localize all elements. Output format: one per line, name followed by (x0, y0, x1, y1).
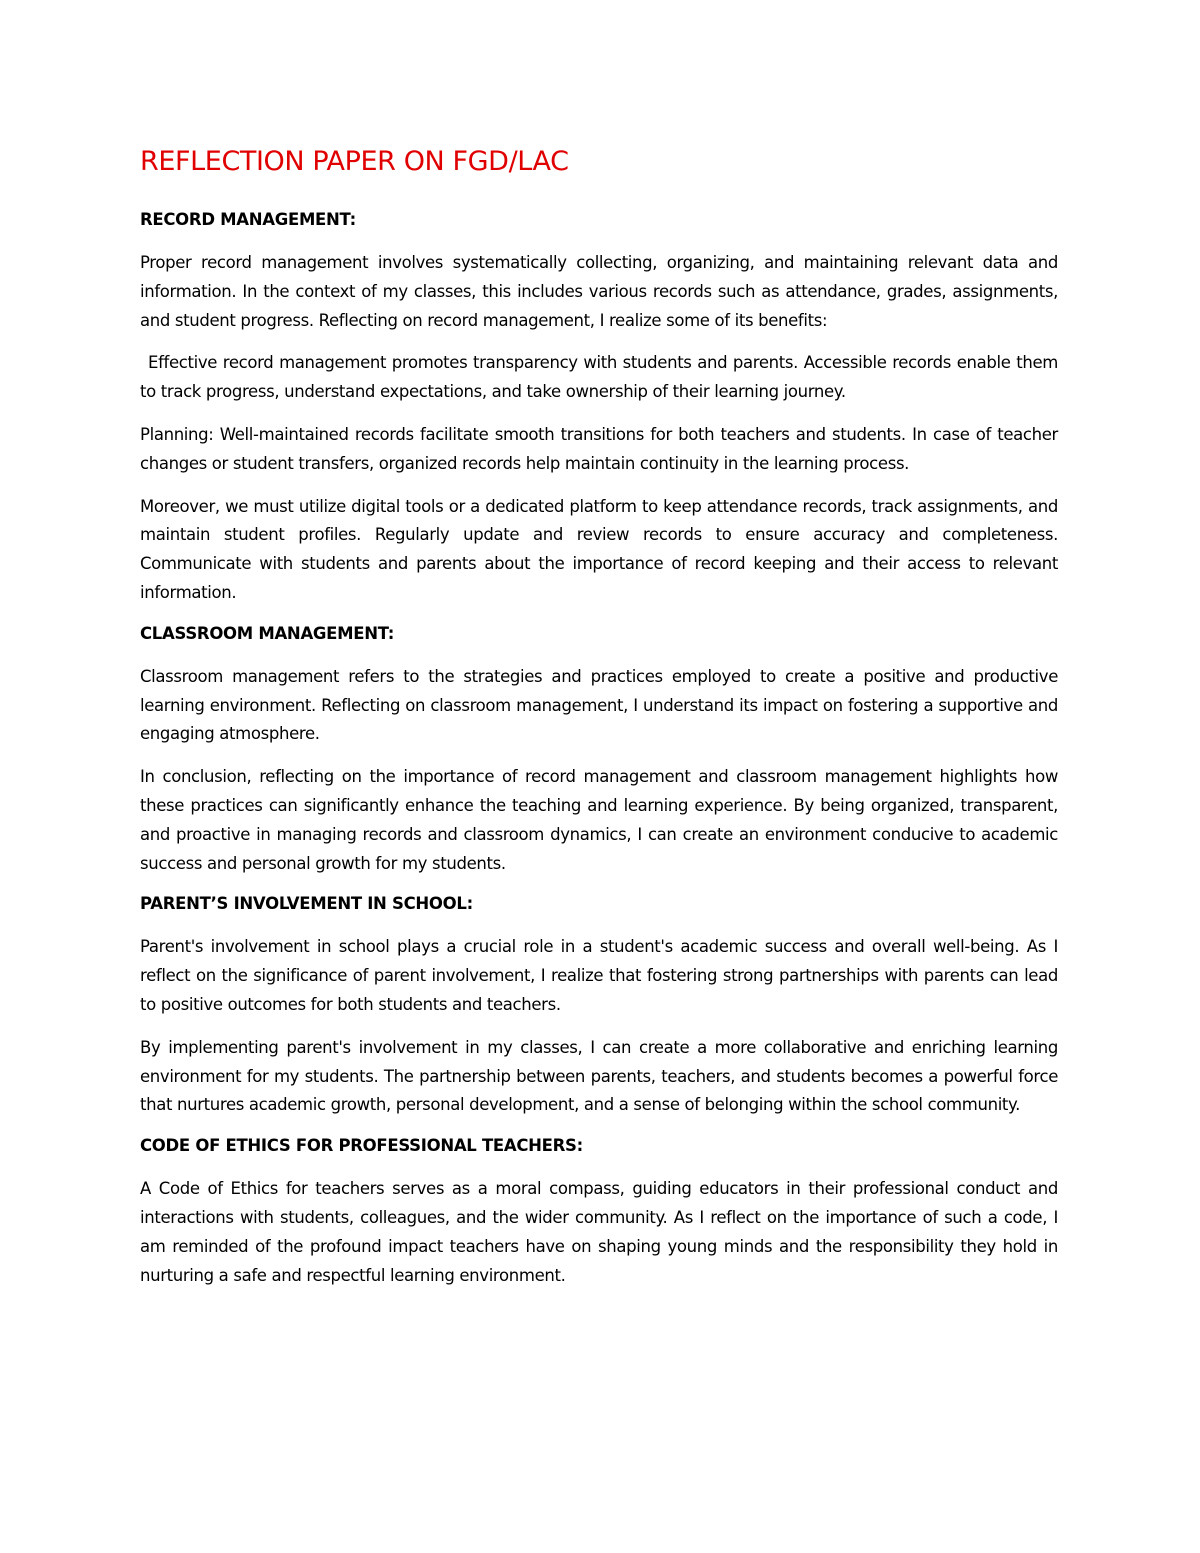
document-page (140, 138, 1058, 1304)
section-code-of-ethics (140, 1134, 1058, 1290)
document-title: REFLECTION PAPER ON FGD/LAC (140, 146, 569, 177)
paragraph: By implementing parent's involvement in my classes, I can create a more collaborative and enriching learning environment for my students. The partnership between parents, teachers, and students becomes a powerful force that nurtures academic growth, personal development, and a sense of belonging within the school community. (140, 1037, 1058, 1115)
paragraph: Classroom management refers to the strategies and practices employed to create a positive and productive learning environment. Reflecting on classroom management, I understand its impact on fostering a supportive and engaging atmosphere. (140, 666, 1058, 744)
paragraph: A Code of Ethics for teachers serves as a moral compass, guiding educators in their professional conduct and interactions with students, colleagues, and the wider community. As I reflect on the importance of such a code, I am reminded of the profound impact teachers have on shaping young minds and the responsibility they hold in nurturing a safe and respectful learning environment. (140, 1179, 1058, 1285)
paragraph: Parent's involvement in school plays a crucial role in a student's academic success and overall well-being. As I reflect on the significance of parent involvement, I realize that fostering strong partnerships with parents can lead to positive outcomes for both students and teachers. (140, 937, 1058, 1014)
section-heading: CODE OF ETHICS FOR PROFESSIONAL TEACHERS: (140, 1136, 583, 1156)
section-heading: PARENT’S INVOLVEMENT IN SCHOOL: (140, 894, 473, 914)
section-classroom-management (140, 622, 1058, 879)
paragraph: Planning: Well-maintained records facilitate smooth transitions for both teachers and students. In case of teacher changes or student transfers, organized records help maintain continuity in the learning process. (140, 424, 1058, 473)
section-heading: RECORD MANAGEMENT: (140, 210, 356, 229)
paragraph: Effective record management promotes transparency with students and parents. Accessible records enable them to track progress, understand expectations, and take ownership of their learning journey. (140, 353, 1058, 402)
paragraph: Proper record management involves systematically collecting, organizing, and maintaining relevant data and information. In the context of my classes, this includes various records such as attendance, grades, assignments, and student progress. Reflecting on record management, I realize some of its benefits: (140, 253, 1058, 330)
section-record-management (140, 208, 1058, 608)
section-heading: CLASSROOM MANAGEMENT: (140, 623, 395, 643)
paragraph: In conclusion, reflecting on the importance of record management and classroom management highlights how these practices can significantly enhance the teaching and learning experience. By being organized, transparent, and proactive in managing records and classroom dynamics, I can create an environment conducive to academic success and personal growth for my students. (140, 767, 1058, 873)
section-parents-involvement (140, 892, 1058, 1120)
paragraph: Moreover, we must utilize digital tools or a dedicated platform to keep attendance records, track assignments, and maintain student profiles. Regularly update and review records to ensure accuracy and completeness. Communicate with students and parents about the importance of record keeping and their access to relevant information. (140, 496, 1058, 602)
